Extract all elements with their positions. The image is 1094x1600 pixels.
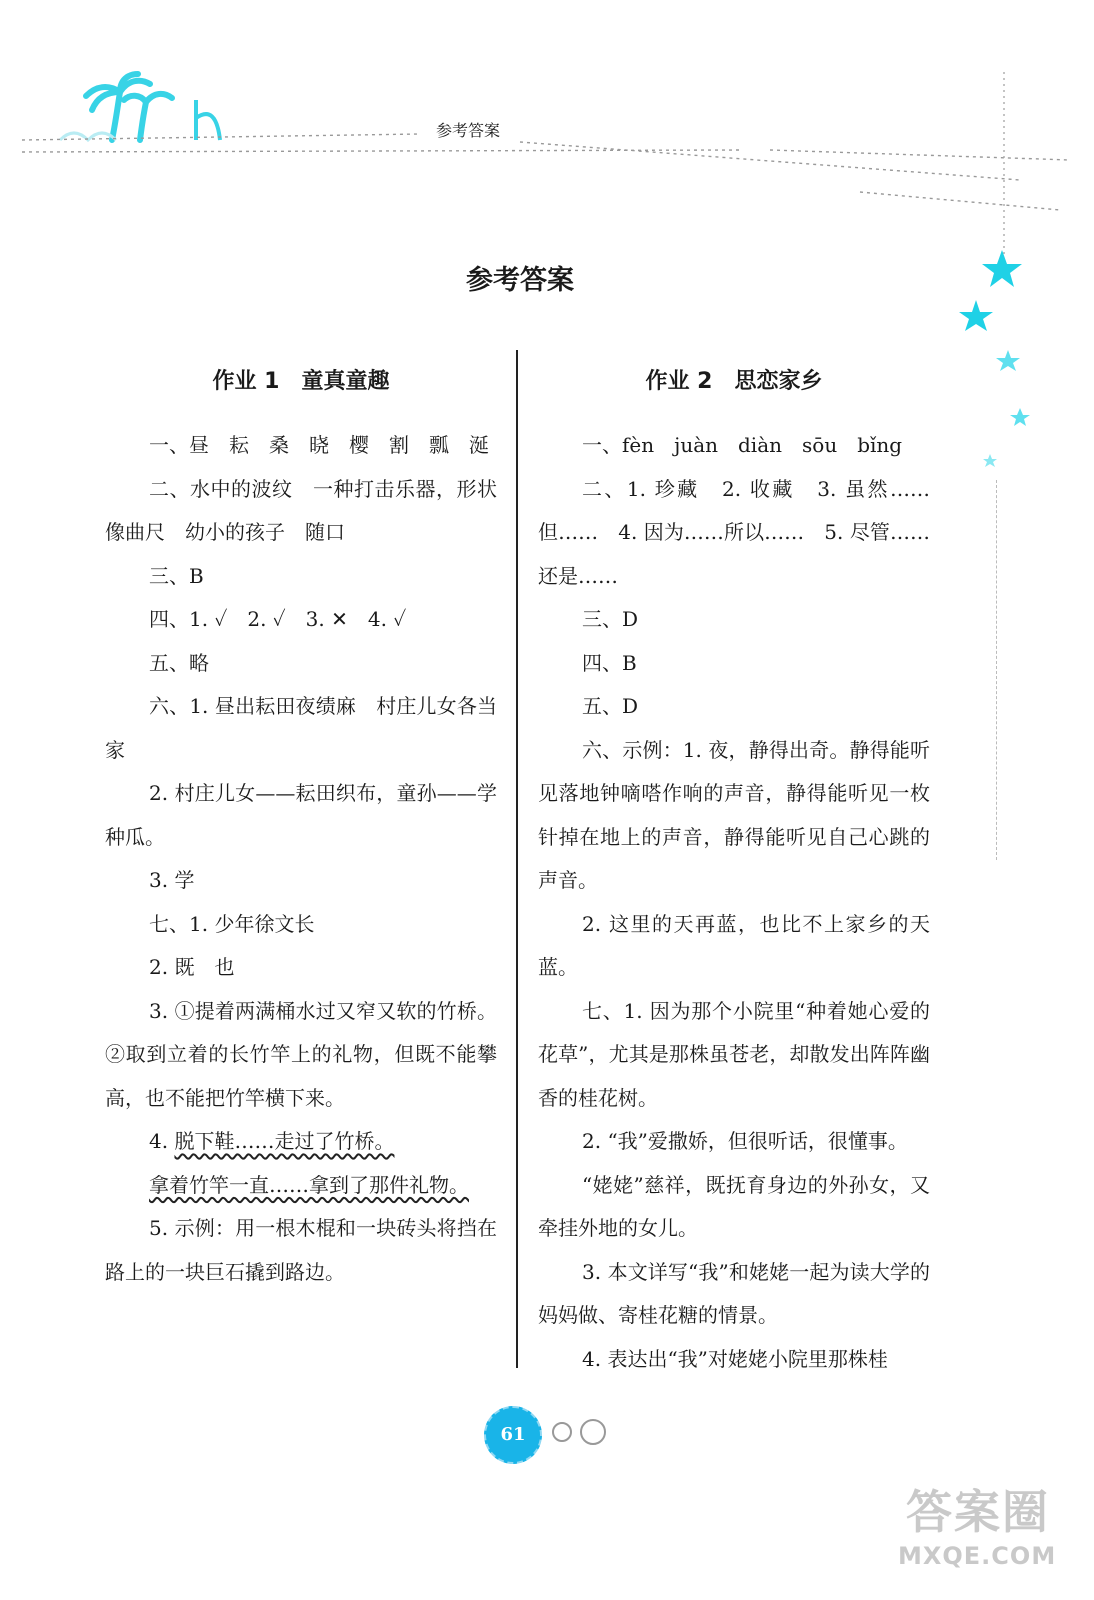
running-head: 参考答案: [436, 121, 501, 140]
answer-line: 三、D: [582, 607, 639, 631]
page-title: 参考答案: [466, 265, 574, 296]
star-icon: [1010, 408, 1030, 426]
star-icon: [996, 350, 1020, 371]
page-number: 61: [484, 1406, 542, 1464]
answer-line: 三、B: [149, 563, 204, 588]
answer-line: 二、水中的波纹 一种打击乐器，形状像曲尺 幼小的孩子 随口: [105, 476, 497, 544]
watermark-logo-text: 答案圈: [906, 1485, 1050, 1539]
answer-line: 3. 本文详写“我”和姥姥一起为读大学的妈妈做、寄桂花糖的情景。: [538, 1259, 930, 1327]
answer-line: 七、1. 少年徐文长: [149, 911, 315, 936]
hook-icon: [196, 100, 220, 140]
answer-line: 4. 表达出“我”对姥姥小院里那株桂: [582, 1346, 888, 1371]
header-decoration: [0, 0, 1094, 260]
answer-line: 3. 学: [149, 868, 195, 892]
star-icon: [983, 454, 997, 467]
left-column: [105, 362, 497, 1294]
watermark-url: MXQE.COM: [898, 1542, 1057, 1570]
answer-number: 4.: [149, 1129, 175, 1153]
answer-line: 2. 村庄儿女——耘田织布，童孙——学种瓜。: [105, 781, 497, 849]
wavy-underlined-text: 脱下鞋……走过了竹桥。: [174, 1129, 395, 1153]
answer-line: 六、示例：1. 夜，静得出奇。静得能听见落地钟嘀嗒作响的声音，静得能听见一枚针掉在地上的声音，静得能听见自己心跳的声音。: [538, 737, 930, 892]
answer-line: [105, 1120, 497, 1164]
wavy-underlined-text: 拿着竹竿一直……拿到了那件礼物。: [149, 1172, 469, 1197]
answer-line: 二、1. 珍藏 2. 收藏 3. 虽然……但…… 4. 因为……所以…… 5. 尽管……还是……: [538, 476, 930, 588]
circle-icon: [580, 1419, 606, 1445]
answer-line: 2. 既 也: [149, 955, 235, 979]
answer-line: 2. 这里的天再蓝，也比不上家乡的天蓝。: [538, 911, 930, 979]
answer-line: 五、D: [582, 694, 639, 718]
column-divider: [516, 350, 518, 1368]
answer-line: “姥姥”慈祥，既抚育身边的外孙女，又牵挂外地的女儿。: [538, 1172, 930, 1240]
answer-line: [105, 1164, 497, 1208]
assignment-1-heading: 作业 1 童真童趣: [212, 369, 390, 394]
answer-line: 七、1. 因为那个小院里“种着她心爱的花草”，尤其是那株虽苍老，却散发出阵阵幽香的桂花树。: [538, 998, 930, 1110]
assignment-2-heading: 作业 2 思恋家乡: [645, 369, 823, 394]
answer-line: 3. ①提着两满桶水过又窄又软的竹桥。②取到立着的长竹竿上的礼物，但既不能攀高，也不能把竹竿横下来。: [105, 998, 497, 1110]
answer-line: 六、1. 昼出耘田夜绩麻 村庄儿女各当家: [105, 694, 497, 762]
answer-line: 五、略: [149, 650, 209, 675]
answer-line: 2. “我”爱撒娇，但很听话，很懂事。: [582, 1129, 908, 1153]
answer-line: 一、fèn juàn diàn sōu bǐng: [582, 433, 903, 457]
circle-icon: [552, 1422, 572, 1442]
answer-line: 四、B: [582, 650, 637, 675]
margin-dotted-line: [996, 480, 997, 860]
answer-line: 5. 示例：用一根木棍和一块砖头将挡在路上的一块巨石撬到路边。: [105, 1216, 497, 1284]
watermark: [898, 1476, 1068, 1586]
palm-tree-icon: [86, 74, 172, 140]
answer-line: 四、1. ✓ 2. ✓ 3. ✕ 4. ✓: [149, 607, 407, 631]
star-icon: [959, 300, 993, 331]
answer-line: 一、昼 耘 桑 晓 樱 割 瓢 涎: [149, 433, 489, 457]
right-column: [538, 362, 930, 1381]
